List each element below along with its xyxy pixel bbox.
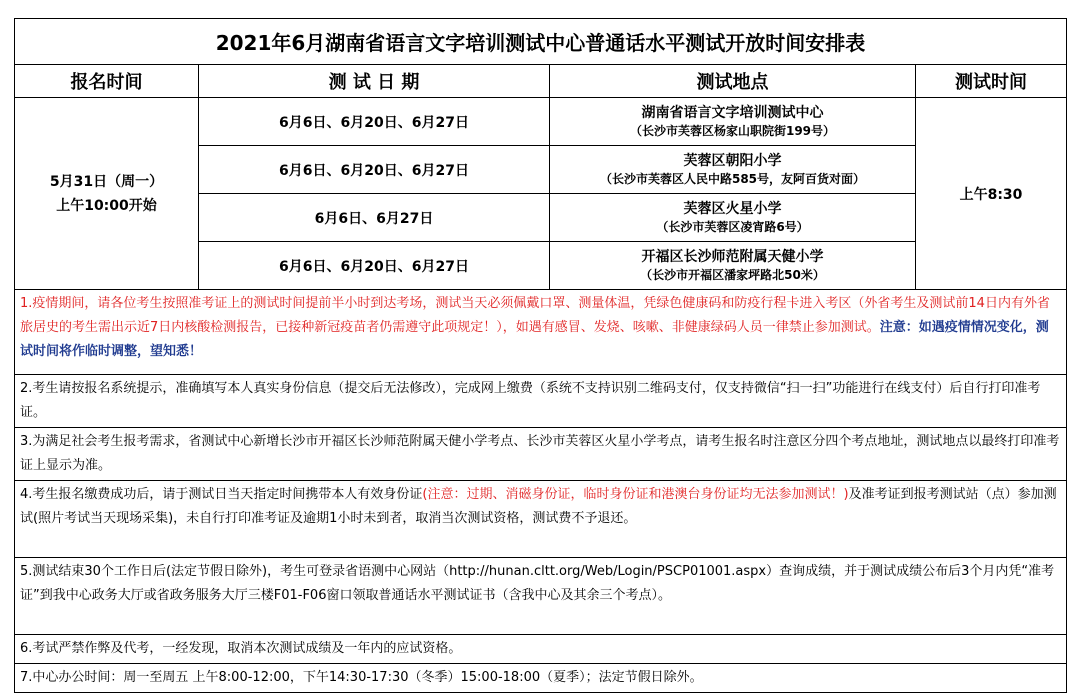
note-4: [15, 481, 1067, 558]
note-7: 7.中心办公时间：周一至周五 上午8:00-12:00，下午14:30-17:30（冬季）15:00-18:00（夏季）；法定节假日除外。: [15, 664, 1067, 693]
note-2: 2.考生请按报名系统提示，准确填写本人真实身份信息（提交后无法修改），完成网上缴费（系统不支持识别二维码支付，仅支持微信“扫一扫”功能进行在线支付）后自行打印准考证。: [15, 375, 1067, 428]
location-address: （长沙市开福区潘家坪路北50米）: [640, 268, 825, 282]
session-date: 6月6日、6月20日、6月27日: [199, 242, 550, 290]
location-address: （长沙市芙蓉区凌宵路6号）: [656, 220, 809, 234]
note-4-warning: (注意：过期、消磁身份证，临时身份证和港澳台身份证均无法参加测试！): [422, 487, 849, 502]
header-test-date: 测 试 日 期: [199, 65, 550, 98]
location-name: 芙蓉区朝阳小学: [683, 153, 782, 169]
registration-start: 上午10:00开始: [56, 197, 157, 214]
registration-cell: [15, 98, 199, 290]
location-name: 芙蓉区火星小学: [683, 201, 782, 217]
location-address: （长沙市芙蓉区人民中路585号，友阿百货对面）: [599, 172, 866, 186]
note-3: 3.为满足社会考生报考需求，省测试中心新增长沙市开福区长沙师范附属天健小学考点、长沙市芙蓉区火星小学考点，请考生报名时注意区分四个考点地址，测试地点以最终打印准考证上显示为准。: [15, 428, 1067, 481]
session-location: [550, 242, 916, 290]
session-row: [15, 98, 1067, 146]
note-5: 5.测试结束30个工作日后(法定节假日除外)，考生可登录省语测中心网站（http://hunan.cltt.org/Web/Login/PSCP01001.aspx）查询成绩，并于测试成绩公布后3个月内凭“准考证”到我中心政务大厅或省政务服务大厅三楼F01-F06窗口领取普通话水平测试证书（含我中心及其余三个考点）。: [15, 558, 1067, 635]
note-4-text-b: 及准考证到报考测试站（点）参加测试(照片考试当天现场采集)，未自行打印准考证及逾期1小时未到者，取消当次测试资格，测试费不予退还。: [20, 487, 1057, 526]
header-registration: 报名时间: [15, 65, 199, 98]
test-time-cell: 上午8:30: [916, 98, 1067, 290]
session-date: 6月6日、6月20日、6月27日: [199, 146, 550, 194]
note-6: 6.考试严禁作弊及代考，一经发现，取消本次测试成绩及一年内的应试资格。: [15, 635, 1067, 664]
registration-date: 5月31日（周一）: [49, 173, 164, 190]
location-name: 开福区长沙师范附属天健小学: [641, 249, 824, 265]
location-name: 湖南省语言文字培训测试中心: [641, 105, 824, 121]
session-location: [550, 194, 916, 242]
header-location: 测试地点: [550, 65, 916, 98]
session-location: [550, 98, 916, 146]
session-date: 6月6日、6月27日: [199, 194, 550, 242]
note-1-text: 1.疫情期间，请各位考生按照准考证上的测试时间提前半小时到达考场，测试当天必须佩戴口罩、测量体温，凭绿色健康码和防疫行程卡进入考区（外省考生及测试前14日内有外省旅居史的考生需出示近7日内核酸检测报告，已接种新冠疫苗者仍需遵守此项规定！），如遇有感冒、发烧、咳嗽、非健康绿码人员一律禁止参加测试。: [20, 296, 1050, 335]
header-test-time: 测试时间: [916, 65, 1067, 98]
location-address: （长沙市芙蓉区杨家山职院街199号）: [629, 124, 836, 138]
page-title: 2021年6月湖南省语言文字培训测试中心普通话水平测试开放时间安排表: [15, 19, 1067, 65]
note-1-notice: 注意：如遇疫情情况变化，测试时间将作临时调整，望知悉！: [20, 320, 1049, 359]
note-1: [15, 290, 1067, 375]
session-location: [550, 146, 916, 194]
note-4-text-a: 4.考生报名缴费成功后，请于测试日当天指定时间携带本人有效身份证: [20, 487, 423, 502]
session-date: 6月6日、6月20日、6月27日: [199, 98, 550, 146]
schedule-table: [14, 18, 1067, 693]
